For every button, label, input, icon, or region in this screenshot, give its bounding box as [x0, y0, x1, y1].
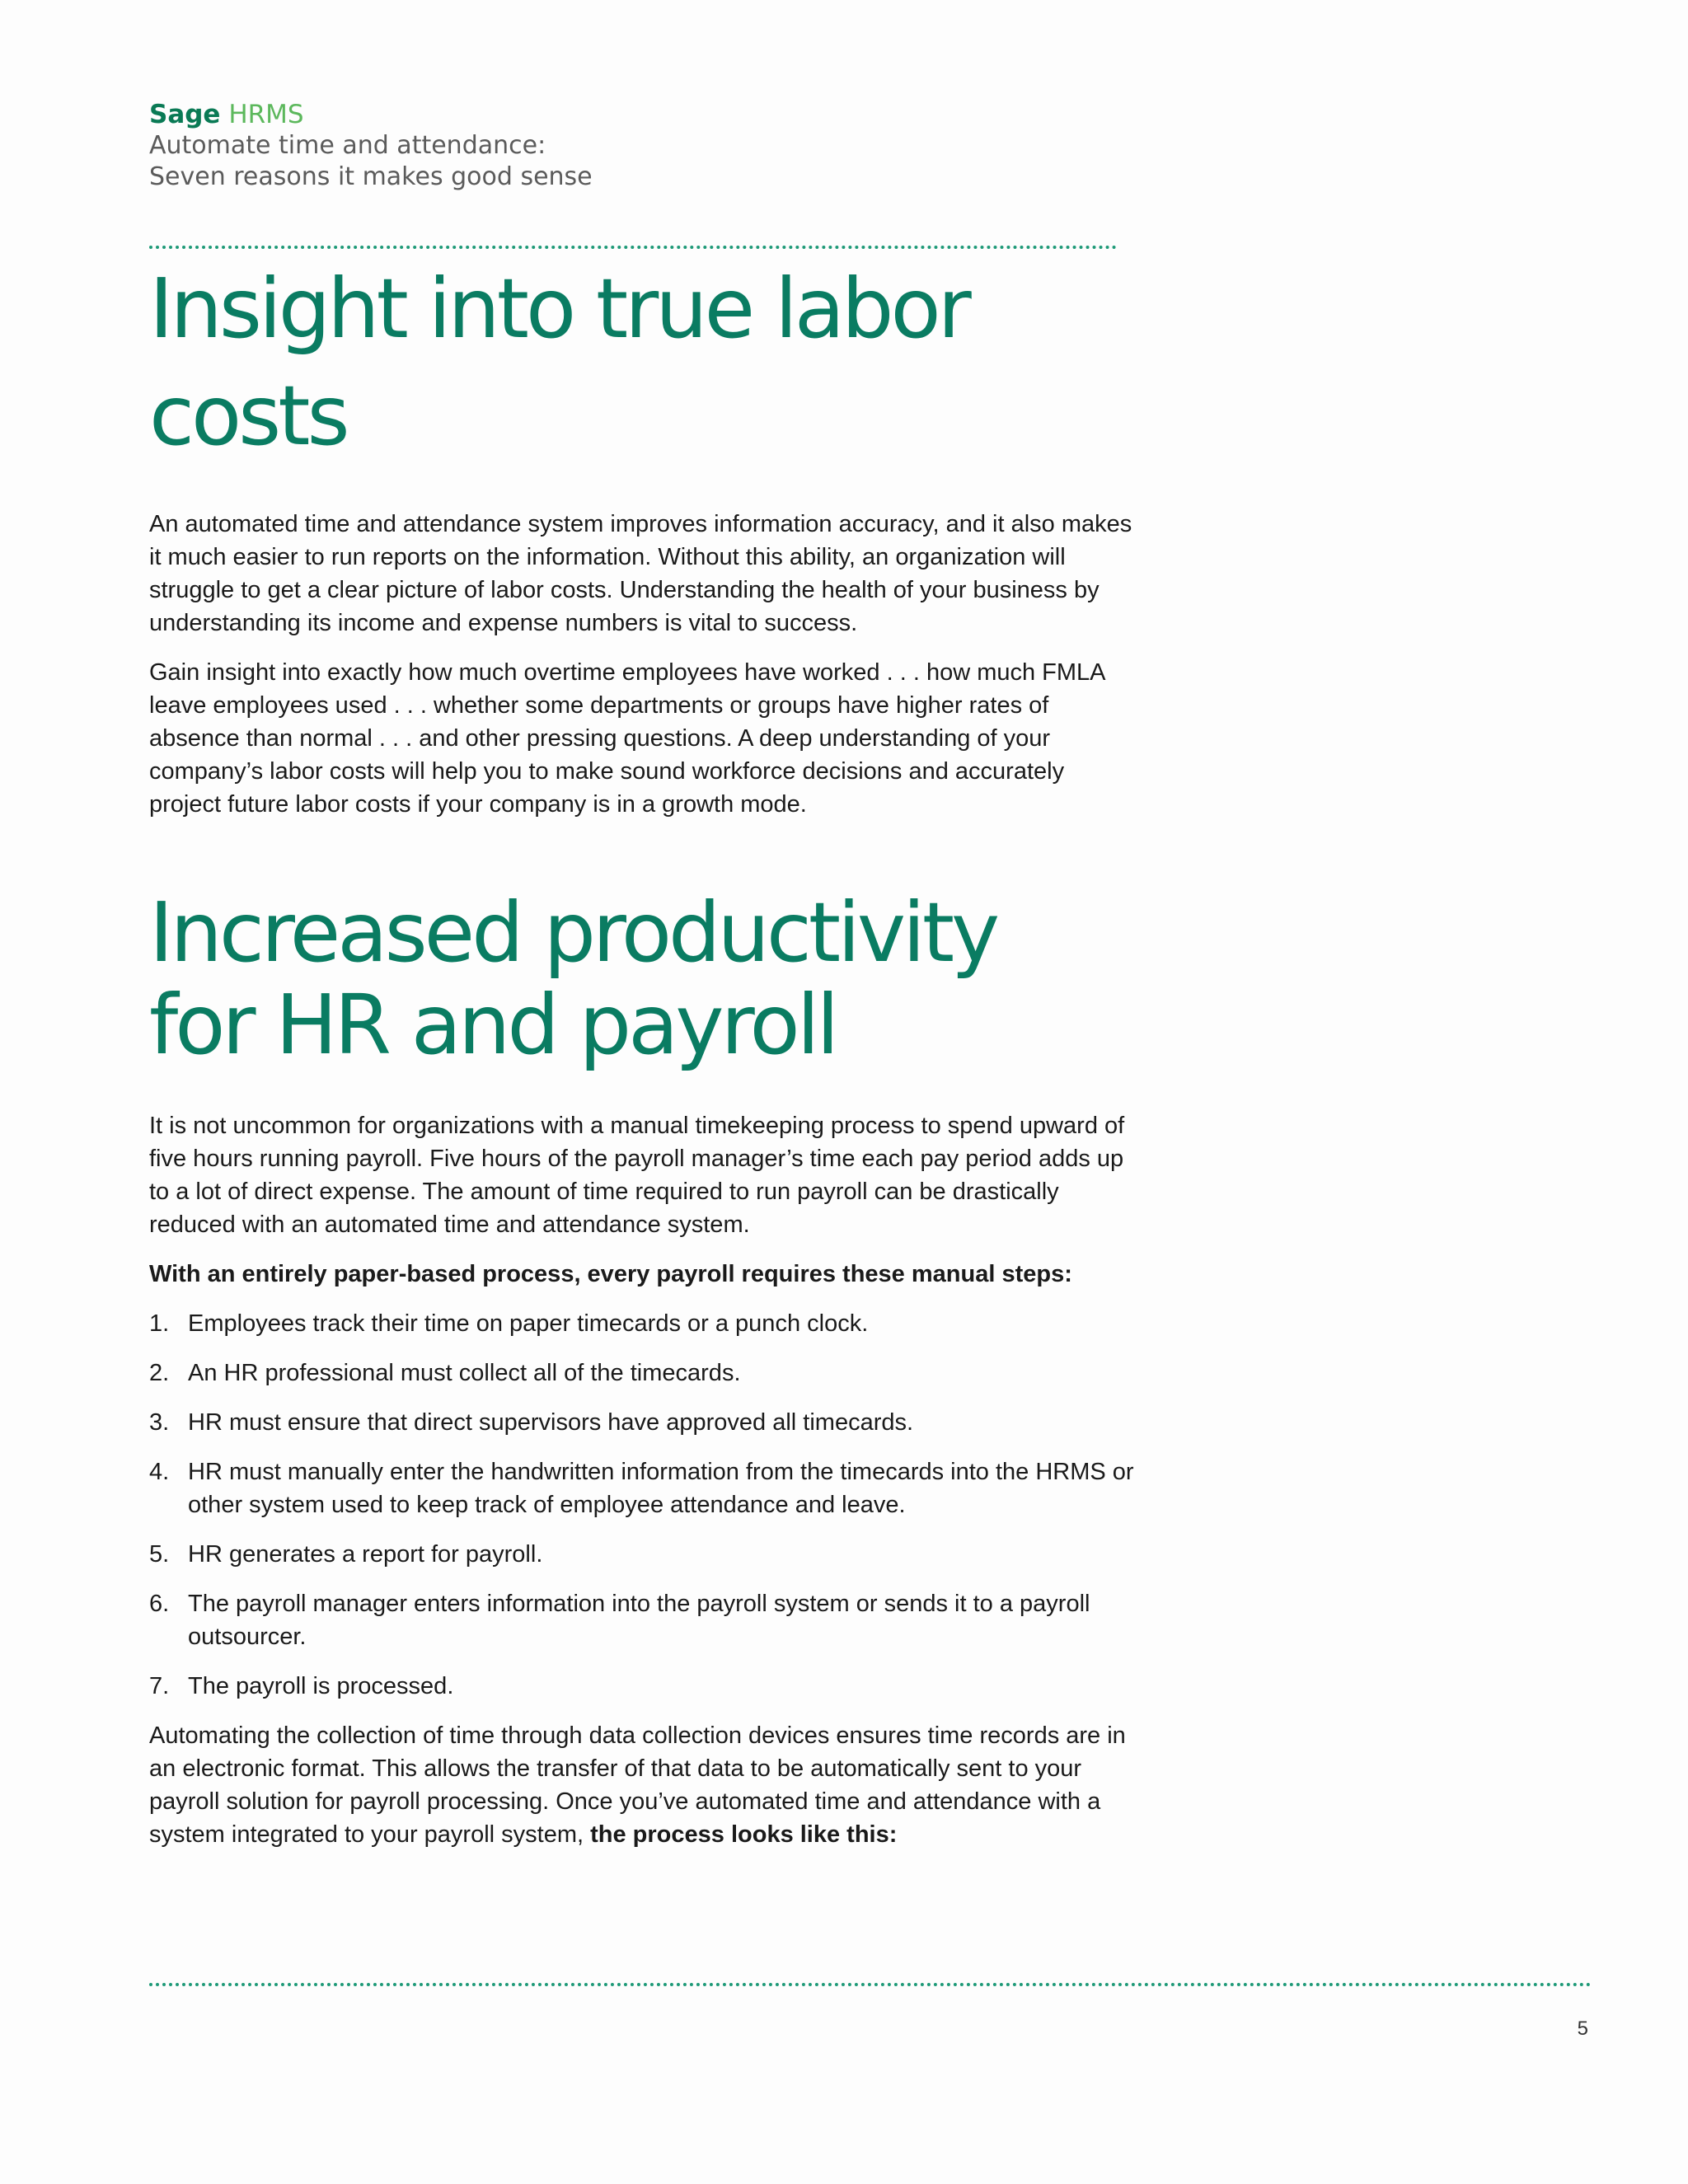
brand-sage: Sage [149, 100, 221, 129]
main-content [149, 255, 1138, 1851]
list-text: The payroll manager enters information into the payroll system or sends it to a payroll outsourcer. [188, 1591, 1090, 1650]
page-number: 5 [1577, 2018, 1588, 2040]
list-number: 4. [149, 1459, 170, 1485]
list-number: 3. [149, 1409, 170, 1436]
list-item [149, 1357, 1138, 1390]
list-number: 5. [149, 1541, 170, 1568]
top-dotted-rule [149, 246, 1117, 249]
section1-paragraph-1: An automated time and attendance system improves information accuracy, and it also makes it much easier to run reports on the information. Without this ability, an organization will struggle to get a clear picture of labor costs. Understanding the health of your business by understanding its income and expense numbers is vital to success. [149, 511, 1132, 636]
closing-text: Automating the collection of time through data collection devices ensures time records are in an electronic format. This allows the transfer of that data to be automatically sent to your payroll solution for payroll processing. Once you’ve automated time and attendance with a system integrated to your payroll system, [149, 1722, 1126, 1848]
bottom-dotted-rule [149, 1983, 1592, 1986]
section2-heading [149, 884, 1138, 1073]
list-text: Employees track their time on paper timecards or a punch clock. [188, 1310, 869, 1337]
document-subtitle-line2: Seven reasons it makes good sense [149, 162, 593, 191]
list-item [149, 1406, 1138, 1439]
section2-paragraph-1: It is not uncommon for organizations with a manual timekeeping process to spend upward of five hours running payroll. Five hours of the payroll manager’s time each pay period adds up to a lot of direct expense. The amount of time required to run payroll can be drastically reduced with an automated time and attendance system. [149, 1113, 1125, 1238]
list-text: HR generates a report for payroll. [188, 1541, 543, 1568]
list-number: 2. [149, 1360, 170, 1386]
list-item [149, 1538, 1138, 1571]
manual-steps-list [149, 1307, 1138, 1703]
list-item [149, 1307, 1138, 1340]
closing-bold-text: the process looks like this: [590, 1821, 898, 1848]
list-item [149, 1455, 1138, 1521]
brand-logo [149, 99, 593, 130]
list-text: HR must manually enter the handwritten information from the timecards into the HRMS or other system used to keep track of employee attendance and leave. [188, 1459, 1134, 1518]
section1-paragraph-2: Gain insight into exactly how much overtime employees have worked . . . how much FMLA leave employees used . . . whether some departments or groups have higher rates of absence than normal . . . and other pressing questions. A deep understanding of your company’s labor costs will help you to make sound workforce decisions and accurately project future labor costs if your company is in a growth mode. [149, 659, 1104, 818]
list-text: HR must ensure that direct supervisors have approved all timecards. [188, 1409, 914, 1436]
document-subtitle-line1: Automate time and attendance: [149, 131, 546, 160]
closing-paragraph [149, 1719, 1138, 1851]
section2-heading-line2: for HR and payroll [149, 977, 837, 1073]
steps-intro: With an entirely paper-based process, every payroll requires these manual steps: [149, 1261, 1072, 1287]
list-number: 6. [149, 1591, 170, 1617]
list-number: 7. [149, 1673, 170, 1699]
list-text: An HR professional must collect all of the timecards. [188, 1360, 741, 1386]
section1-heading: Insight into true labor costs [149, 260, 968, 464]
list-item [149, 1670, 1138, 1703]
list-text: The payroll is processed. [188, 1673, 454, 1699]
list-number: 1. [149, 1310, 170, 1337]
brand-hrms: HRMS [228, 100, 304, 129]
section2-heading-line1: Increased productivity [149, 884, 997, 981]
list-item [149, 1587, 1138, 1653]
document-header [149, 99, 593, 193]
